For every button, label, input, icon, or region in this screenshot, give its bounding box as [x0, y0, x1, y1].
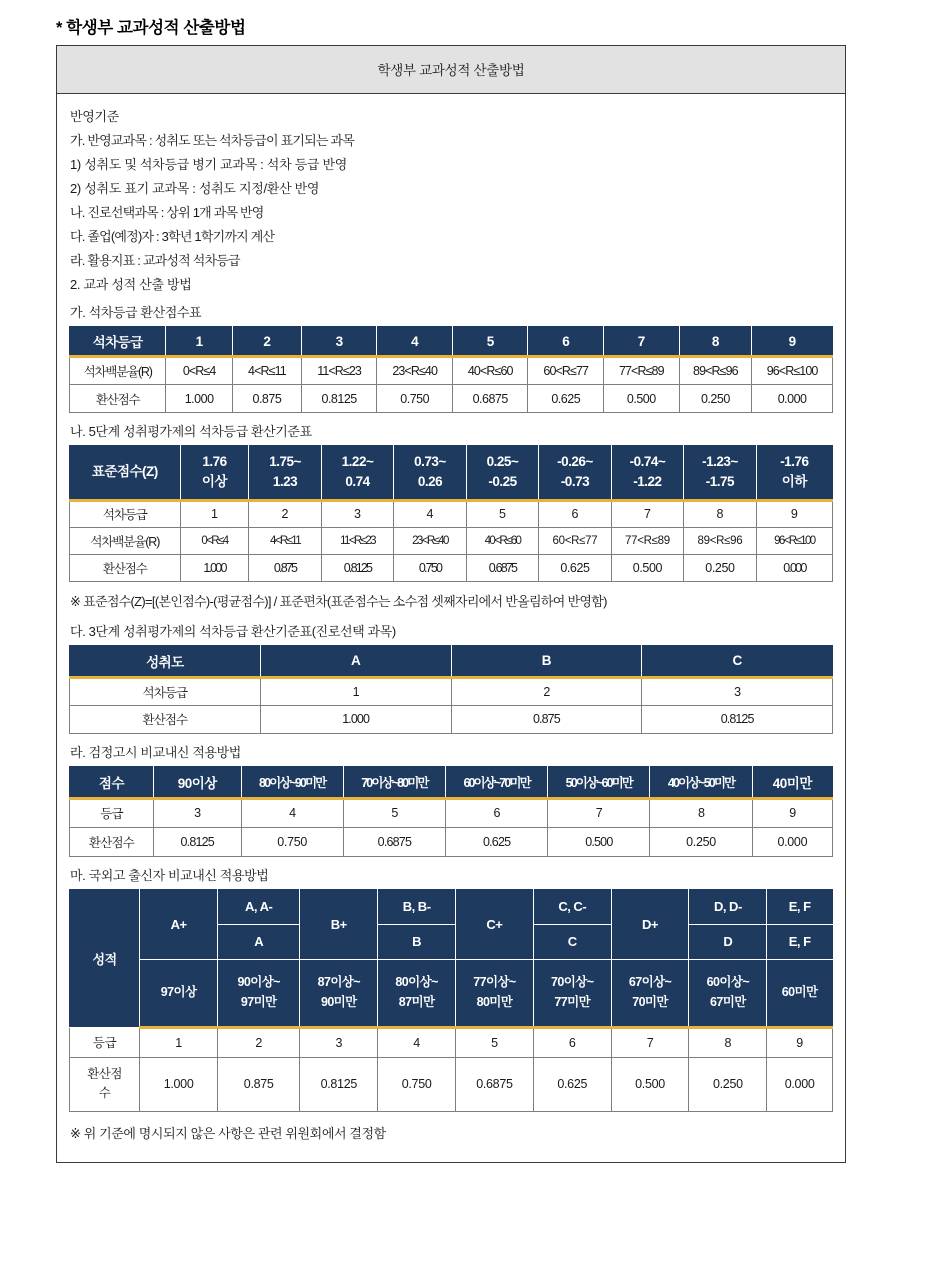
table-row [70, 827, 833, 856]
table-row [70, 705, 833, 733]
cell-score: 1.000 [140, 1057, 218, 1111]
col-header-score-range [218, 959, 300, 1027]
col-header-grade: 5 [452, 327, 528, 357]
col-header-achievement: C [642, 645, 833, 677]
page-title: * 학생부 교과성적 산출방법 [56, 19, 246, 37]
cell-grade: 1 [140, 1027, 218, 1057]
row-header-score: 환산점수 [70, 554, 181, 581]
zrange-top: 1.76 [202, 454, 227, 469]
cell-grade: 2 [218, 1027, 300, 1057]
col-header-achievement: A [260, 645, 451, 677]
cell-grade: 5 [456, 1027, 534, 1057]
table-row [70, 554, 833, 581]
col-header-grade: 7 [604, 327, 680, 357]
cell-score: 0.875 [232, 385, 301, 413]
cell-score: 0.250 [650, 827, 752, 856]
table-row [70, 500, 833, 527]
cell-score: 0.8125 [300, 1057, 378, 1111]
cell-percentile: 77<R≤89 [604, 357, 680, 385]
cell-rank: 5 [466, 500, 538, 527]
zrange-top: 0.25~ [486, 454, 519, 469]
cell-grade: 3 [300, 1027, 378, 1057]
range-bottom: 70미만 [632, 994, 668, 1009]
cell-percentile: 96<R≤100 [752, 357, 833, 385]
cell-rank: 4 [394, 500, 466, 527]
zrange-top: -1.23~ [702, 454, 738, 469]
cell-percentile: 0<R≤4 [180, 527, 249, 554]
col-header-zrange [394, 446, 466, 501]
col-header-score-range [378, 959, 456, 1027]
col-header-grade: 9 [752, 327, 833, 357]
zrange-top: 1.22~ [341, 454, 374, 469]
intro-line: 반영기준 [70, 108, 120, 124]
cell-score: 0.750 [394, 554, 466, 581]
cell-score: 0.500 [604, 385, 680, 413]
cell-score: 0.250 [689, 1057, 767, 1111]
zrange-bottom: 0.26 [417, 474, 443, 490]
cell-grade: 6 [533, 1027, 611, 1057]
range-top: 90이상~ [237, 975, 280, 990]
cell-percentile: 89<R≤96 [679, 357, 752, 385]
intro-line: 1) 성취도 및 석차등급 병기 교과목 : 석차 등급 반영 [70, 156, 347, 172]
col-header-score-range [140, 959, 218, 1027]
range-bottom: 80미만 [476, 994, 513, 1009]
cell-percentile: 23<R≤40 [394, 527, 466, 554]
table-overseas-conversion [69, 889, 833, 1112]
section-caption-d: 라. 검정고시 비교내신 적용방법 [70, 744, 241, 760]
col-header-letter-grade-alt: A [218, 924, 300, 959]
intro-line: 라. 활용지표 : 교과성적 석차등급 [70, 252, 240, 268]
col-header-grade: 4 [377, 327, 453, 357]
cell-score: 0.500 [611, 1057, 689, 1111]
cell-rank: 6 [539, 500, 611, 527]
range-bottom: 90미만 [320, 994, 357, 1009]
cell-score: 0.6875 [452, 385, 528, 413]
range-top: 67이상~ [628, 975, 672, 990]
col-header-rank-label: 석차등급 [70, 327, 166, 357]
cell-percentile: 60<R≤77 [539, 527, 611, 554]
intro-line: 다. 졸업(예정)자 : 3학년 1학기까지 계산 [70, 228, 275, 244]
range-top: 97이상 [160, 984, 197, 999]
table-ged-conversion [69, 766, 833, 857]
row-header-grade: 등급 [70, 1027, 140, 1057]
col-header-band: 50이상~60미만 [548, 766, 650, 798]
section-caption-e: 마. 국외고 출신자 비교내신 적용방법 [70, 867, 269, 883]
row-header-rank: 석차등급 [70, 500, 181, 527]
row-header-rank: 석차등급 [70, 677, 261, 705]
range-bottom: 67미만 [710, 994, 746, 1009]
range-top: 70이상~ [551, 975, 594, 990]
col-header-letter-grade: B, B- [378, 889, 456, 924]
col-header-letter-grade: B+ [300, 889, 378, 959]
cell-grade: 5 [343, 798, 445, 827]
cell-score: 0.625 [539, 554, 611, 581]
cell-grade: 7 [548, 798, 650, 827]
col-header-achievement: B [451, 645, 642, 677]
cell-rank: 3 [642, 677, 833, 705]
zrange-top: 1.75~ [269, 454, 301, 469]
row-header-percentile: 석차백분율(R) [70, 357, 166, 385]
cell-score: 0.875 [451, 705, 642, 733]
table-z-score-conversion [69, 445, 833, 582]
cell-score: 0.625 [528, 385, 604, 413]
section-caption-a: 가. 석차등급 환산점수표 [70, 305, 202, 320]
section-caption-c: 다. 3단계 성취평가제의 석차등급 환산기준표(진로선택 과목) [70, 623, 396, 639]
zrange-top: -0.74~ [629, 454, 666, 469]
col-header-letter-grade: D, D- [689, 889, 767, 924]
cell-grade: 7 [611, 1027, 689, 1057]
col-header-letter-grade-alt: E, F [767, 924, 833, 959]
col-header-band: 60이상~70미만 [446, 766, 548, 798]
table-header-row [70, 645, 833, 677]
cell-rank: 8 [684, 500, 756, 527]
col-header-grade: 1 [166, 327, 233, 357]
intro-line: 나. 진로선택과목 : 상위 1개 과목 반영 [70, 204, 264, 220]
table-rank-conversion [69, 326, 833, 413]
col-header-score-range [767, 959, 833, 1027]
cell-percentile: 77<R≤89 [611, 527, 683, 554]
cell-score: 0.875 [218, 1057, 300, 1111]
col-header-score-range [456, 959, 534, 1027]
range-top: 77이상~ [473, 975, 516, 990]
col-header-zrange [756, 446, 832, 501]
col-header-letter-grade: E, F [767, 889, 833, 924]
cell-score: 0.000 [752, 827, 832, 856]
cell-score: 0.750 [377, 385, 453, 413]
col-header-score-range [300, 959, 378, 1027]
cell-score: 0.8125 [153, 827, 241, 856]
col-header-zrange [684, 446, 756, 501]
col-header-band: 40미만 [752, 766, 832, 798]
col-header-grade-label: 성적 [70, 889, 140, 1027]
cell-percentile: 96<R≤100 [756, 527, 832, 554]
col-header-letter-grade: A+ [140, 889, 218, 959]
cell-score: 0.000 [756, 554, 832, 581]
range-top: 60미만 [781, 984, 818, 999]
col-header-zrange [611, 446, 683, 501]
cell-score: 0.000 [767, 1057, 833, 1111]
col-header-band: 40이상~50미만 [650, 766, 752, 798]
col-header-zrange [539, 446, 611, 501]
cell-percentile: 40<R≤60 [452, 357, 528, 385]
cell-rank: 9 [756, 500, 832, 527]
table-header-row [70, 889, 833, 924]
zrange-top: -0.26~ [557, 454, 593, 469]
col-header-zrange [249, 446, 321, 501]
col-header-grade: 8 [679, 327, 752, 357]
cell-percentile: 11<R≤23 [321, 527, 393, 554]
cell-score: 0.6875 [466, 554, 538, 581]
col-header-score-range [533, 959, 611, 1027]
cell-score: 0.6875 [456, 1057, 534, 1111]
col-header-letter-grade: D+ [611, 889, 689, 959]
table-header-row [70, 446, 833, 501]
cell-rank: 3 [321, 500, 393, 527]
cell-grade: 9 [752, 798, 832, 827]
col-header-zscore-label: 표준점수(Z) [70, 446, 181, 501]
cell-score: 0.000 [752, 385, 833, 413]
row-header-score: 환산점수 [70, 385, 166, 413]
col-header-band: 90이상 [153, 766, 241, 798]
row-header-score: 환산점수 [70, 827, 154, 856]
frame-title: 학생부 교과성적 산출방법 [57, 46, 845, 94]
frame-body [57, 94, 845, 1162]
final-note: ※ 위 기준에 명시되지 않은 사항은 관련 위원회에서 결정함 [70, 1125, 386, 1141]
col-header-grade: 6 [528, 327, 604, 357]
zrange-top: 0.73~ [414, 454, 446, 469]
cell-rank: 1 [260, 677, 451, 705]
table-row [70, 527, 833, 554]
formula-note: ※ 표준점수(Z)=[(본인점수)-(평균점수)] / 표준편차(표준점수는 소수점 셋째자리에서 반올림하여 반영함) [70, 593, 607, 609]
cell-grade: 8 [689, 1027, 767, 1057]
col-header-letter-grade-alt: C [533, 924, 611, 959]
intro-line: 2) 성취도 표기 교과목 : 성취도 지정/환산 반영 [70, 180, 320, 196]
col-header-score-range [611, 959, 689, 1027]
cell-score: 1.000 [166, 385, 233, 413]
zrange-bottom: -1.22 [633, 474, 662, 490]
table-row [70, 385, 833, 413]
table-header-row [70, 766, 833, 798]
col-header-zrange [180, 446, 249, 501]
table-row [70, 677, 833, 705]
cell-rank: 1 [180, 500, 249, 527]
cell-rank: 2 [451, 677, 642, 705]
cell-grade: 4 [378, 1027, 456, 1057]
zrange-bottom: -1.75 [705, 474, 735, 490]
cell-score: 0.8125 [642, 705, 833, 733]
col-header-band: 80이상~90미만 [241, 766, 343, 798]
zrange-bottom: 0.74 [345, 474, 370, 490]
col-header-letter-grade: C, C- [533, 889, 611, 924]
zrange-bottom: -0.25 [488, 474, 517, 490]
col-header-score-range [689, 959, 767, 1027]
zrange-bottom: -0.73 [560, 474, 590, 490]
col-header-zrange [321, 446, 393, 501]
cell-score: 0.250 [679, 385, 752, 413]
cell-grade: 8 [650, 798, 752, 827]
cell-percentile: 4<R≤11 [232, 357, 301, 385]
cell-score: 0.625 [533, 1057, 611, 1111]
cell-percentile: 40<R≤60 [466, 527, 538, 554]
zrange-bottom: 이하 [781, 474, 807, 490]
cell-grade: 4 [241, 798, 343, 827]
cell-score: 0.750 [378, 1057, 456, 1111]
col-header-letter-grade-alt: B [378, 924, 456, 959]
zrange-bottom: 1.23 [272, 474, 298, 490]
cell-grade: 3 [153, 798, 241, 827]
range-top: 60이상~ [706, 975, 750, 990]
table-row [70, 1057, 833, 1111]
col-header-letter-grade: C+ [456, 889, 534, 959]
col-header-letter-grade-alt: D [689, 924, 767, 959]
col-header-score-label: 점수 [70, 766, 154, 798]
cell-score: 0.8125 [301, 385, 377, 413]
range-bottom: 87미만 [398, 994, 435, 1009]
table-header-row [70, 959, 833, 1027]
zrange-top: -1.76 [780, 454, 809, 469]
col-header-band: 70이상~80미만 [343, 766, 445, 798]
intro-line: 가. 반영교과목 : 성취도 또는 석차등급이 표기되는 과목 [70, 132, 354, 148]
zrange-bottom: 이상 [201, 474, 227, 490]
cell-score: 0.6875 [343, 827, 445, 856]
range-top: 87이상~ [317, 975, 360, 990]
col-header-achievement-label: 성취도 [70, 645, 261, 677]
content-frame [56, 45, 846, 1163]
col-header-grade: 2 [232, 327, 301, 357]
row-header-score: 환산점수 [70, 705, 261, 733]
cell-score: 0.250 [684, 554, 756, 581]
intro-text-block [69, 104, 833, 296]
col-header-zrange [466, 446, 538, 501]
cell-percentile: 60<R≤77 [528, 357, 604, 385]
cell-rank: 7 [611, 500, 683, 527]
cell-score: 0.750 [241, 827, 343, 856]
row-header-percentile: 석차백분율(R) [70, 527, 181, 554]
intro-line: 2. 교과 성적 산출 방법 [70, 276, 192, 292]
table-row [70, 357, 833, 385]
cell-grade: 9 [767, 1027, 833, 1057]
cell-percentile: 89<R≤96 [684, 527, 756, 554]
cell-score: 0.625 [446, 827, 548, 856]
cell-score: 0.8125 [321, 554, 393, 581]
row-header-score: 환산점 수 [70, 1057, 140, 1111]
range-bottom: 97미만 [240, 994, 277, 1009]
table-achievement-3step [69, 645, 833, 734]
col-header-grade: 3 [301, 327, 377, 357]
cell-score: 0.500 [548, 827, 650, 856]
cell-score: 1.000 [260, 705, 451, 733]
cell-rank: 2 [249, 500, 321, 527]
range-top: 80이상~ [395, 975, 438, 990]
cell-grade: 6 [446, 798, 548, 827]
range-bottom: 77미만 [554, 994, 591, 1009]
cell-score: 1.000 [180, 554, 249, 581]
table-row [70, 1027, 833, 1057]
cell-score: 0.875 [249, 554, 321, 581]
cell-percentile: 0<R≤4 [166, 357, 233, 385]
cell-percentile: 23<R≤40 [377, 357, 453, 385]
table-header-row [70, 327, 833, 357]
col-header-letter-grade: A, A- [218, 889, 300, 924]
cell-percentile: 4<R≤11 [249, 527, 321, 554]
section-caption-b: 나. 5단계 성취평가제의 석차등급 환산기준표 [70, 424, 312, 439]
table-row [70, 798, 833, 827]
cell-score: 0.500 [611, 554, 683, 581]
cell-percentile: 11<R≤23 [301, 357, 377, 385]
row-header-grade: 등급 [70, 798, 154, 827]
